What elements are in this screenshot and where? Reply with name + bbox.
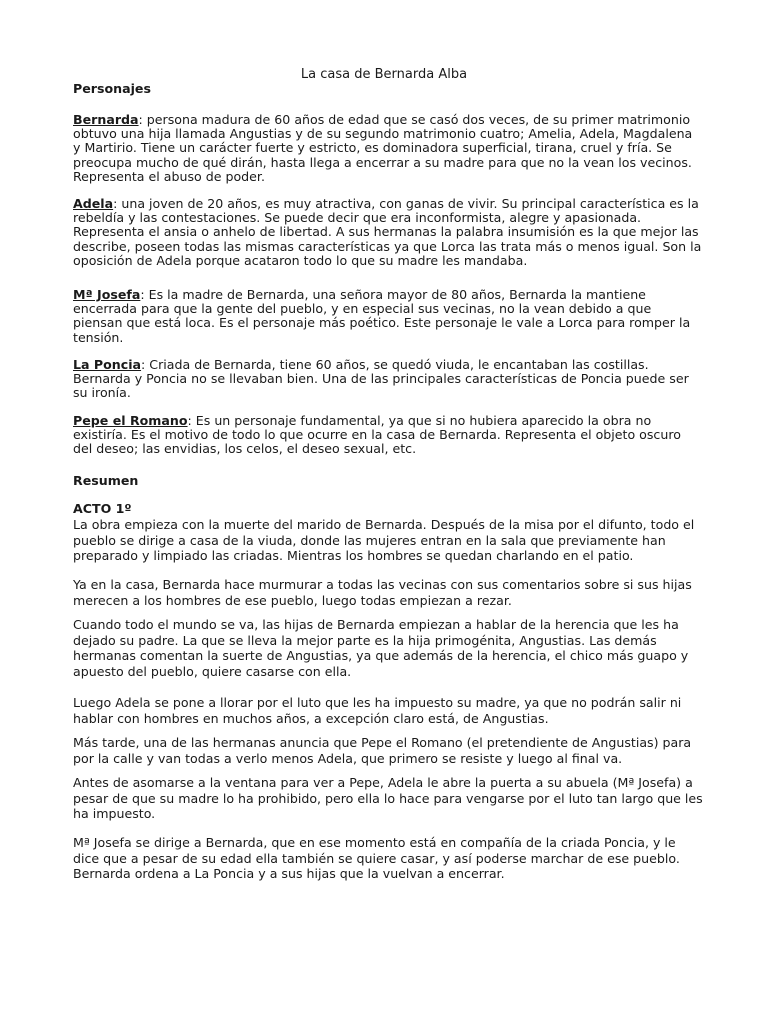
character-bernarda xyxy=(73,113,703,184)
character-name: Adela xyxy=(73,196,114,211)
character-description: : Es un personaje fundamental, ya que si no hubiera aparecido la obra no existiría. Es el motivo de todo lo que ocurre en la casa de Bernarda. Representa el objeto oscuro del deseo; las envidias, los celos, el deseo sexual, etc. xyxy=(73,413,681,457)
summary-paragraph: Más tarde, una de las hermanas anuncia que Pepe el Romano (el pretendiente de Angustias) para por la calle y van todas a verlo menos Adela, que primero se resiste y luego al final va. xyxy=(73,735,692,766)
acto-heading: ACTO 1º xyxy=(73,501,132,516)
character-description: : una joven de 20 años, es muy atractiva, con ganas de vivir. Su principal característica es la rebeldía y las contestaciones. Se puede decir que era inconformista, alegre y apasionada. Representa el ansia o anhelo de libertad. A sus hermanas la palabra insumisión es la que mejor las describe, poseen todas las mismas características ya que Lorca las trata más o menos igual. Son la oposición de Adela porque acataron todo lo que su madre les mandaba. xyxy=(73,196,702,268)
summary-paragraph: Luego Adela se pone a llorar por el luto que les ha impuesto su madre, ya que no podrán salir ni hablar con hombres en muchos años, a excepción claro está, de Angustias. xyxy=(73,695,682,726)
character-name: Pepe el Romano xyxy=(73,413,188,428)
character-adela xyxy=(73,197,703,268)
character-la-poncia xyxy=(73,358,703,401)
character-description: : persona madura de 60 años de edad que se casó dos veces, de su primer matrimonio obtuvo una hija llamada Angustias y de su segundo matrimonio cuatro; Amelia, Adela, Magdalena y Martirio. Tiene un carácter fuerte y estricto, es dominadora superficial, tirana, cruel y fría. Se preocupa mucho de qué dirán, hasta llega a encerrar a su madre para que no la vean los vecinos. Representa el abuso de poder. xyxy=(73,112,693,184)
resumen-heading: Resumen xyxy=(73,473,139,488)
summary-paragraph: Mª Josefa se dirige a Bernarda, que en ese momento está en compañía de la criada Poncia, y le dice que a pesar de su edad ella también se quiere casar, y así poderse marchar de ese pueblo. Bernarda ordena a La Poncia y a sus hijas que la vuelvan a encerrar. xyxy=(73,835,680,881)
character-description: : Es la madre de Bernarda, una señora mayor de 80 años, Bernarda la mantiene encerrada para que la gente del pueblo, y en especial sus vecinas, no la vean debido a que piensan que está loca. Es el personaje más poético. Este personaje le vale a Lorca para romper la tensión. xyxy=(73,287,691,345)
summary-paragraph: Cuando todo el mundo se va, las hijas de Bernarda empiezan a hablar de la herencia que les ha dejado su padre. La que se lleva la mejor parte es la hija primogénita, Angustias. Las demás hermanas comentan la suerte de Angustias, ya que además de la herencia, el chico más guapo y apuesto del pueblo, quiere casarse con ella. xyxy=(73,617,689,679)
character-description: : Criada de Bernarda, tiene 60 años, se quedó viuda, le encantaban las costillas. Bernarda y Poncia no se llevaban bien. Una de las principales características de Poncia puede ser su ironía. xyxy=(73,357,689,401)
character-name: Bernarda xyxy=(73,112,139,127)
summary-paragraph: Antes de asomarse a la ventana para ver a Pepe, Adela le abre la puerta a su abuela (Mª Josefa) a pesar de que su madre lo ha prohibido, pero ella lo hace para vengarse por el luto tan largo que les ha impuesto. xyxy=(73,775,703,821)
character-name: Mª Josefa xyxy=(73,287,141,302)
summary-paragraph: Ya en la casa, Bernarda hace murmurar a todas las vecinas con sus comentarios sobre si sus hijas merecen a los hombres de ese pueblo, luego todas empiezan a rezar. xyxy=(73,577,692,608)
character-pepe-el-romano xyxy=(73,414,703,457)
personajes-heading: Personajes xyxy=(73,81,151,96)
character-name: La Poncia xyxy=(73,357,142,372)
summary-paragraph: La obra empieza con la muerte del marido de Bernarda. Después de la misa por el difunto, todo el pueblo se dirige a casa de la viuda, donde las mujeres entran en la sala que previamente han preparado y limpiado las criadas. Mientras los hombres se quedan charlando en el patio. xyxy=(73,517,695,563)
document-title: La casa de Bernarda Alba xyxy=(300,67,468,82)
character-maria-josefa xyxy=(73,288,703,345)
